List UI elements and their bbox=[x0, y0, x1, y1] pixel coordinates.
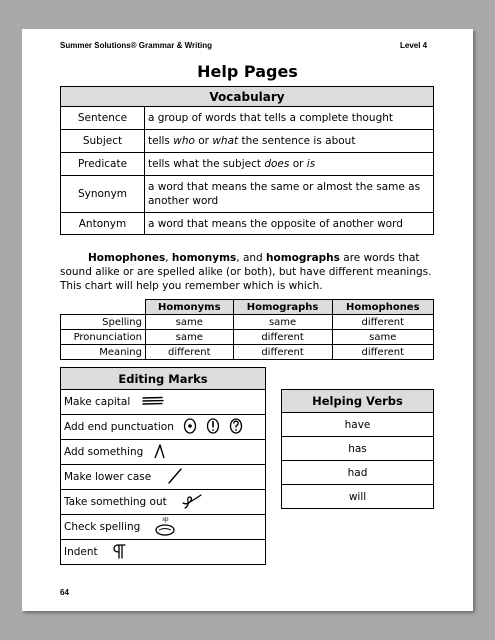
list-item bbox=[61, 390, 266, 415]
caret-insert-icon bbox=[153, 443, 167, 462]
para-text: , and bbox=[236, 252, 267, 264]
editing-marks-heading: Editing Marks bbox=[61, 368, 266, 390]
page-number: 64 bbox=[60, 588, 69, 597]
def-text: or bbox=[194, 135, 213, 147]
triple-underline-icon bbox=[142, 396, 164, 409]
header-level: Level 4 bbox=[400, 41, 428, 50]
term-homographs: homographs bbox=[266, 252, 340, 264]
table-cell: same bbox=[233, 315, 332, 330]
helping-verb: has bbox=[282, 437, 434, 461]
def-text: the sentence is about bbox=[238, 135, 356, 147]
table-cell: different bbox=[233, 330, 332, 345]
delete-loop-icon bbox=[181, 493, 203, 512]
page-title: Help Pages bbox=[197, 62, 298, 81]
row-label-spelling: Spelling bbox=[61, 315, 146, 330]
def-emphasis: who bbox=[173, 135, 195, 147]
col-homonyms: Homonyms bbox=[146, 300, 234, 315]
paragraph-indent-icon bbox=[112, 543, 128, 562]
list-item bbox=[61, 490, 266, 515]
row-label-pronunciation: Pronunciation bbox=[61, 330, 146, 345]
helping-verbs-table bbox=[281, 389, 434, 509]
def-text: or bbox=[289, 158, 307, 170]
editing-mark-label: Add something bbox=[64, 446, 144, 458]
def-emphasis: does bbox=[264, 158, 290, 170]
row-label-meaning: Meaning bbox=[61, 345, 146, 360]
helping-verb: have bbox=[282, 413, 434, 437]
helping-verb: had bbox=[282, 461, 434, 485]
vocabulary-heading: Vocabulary bbox=[61, 87, 434, 107]
homonyms-comparison-table bbox=[60, 299, 434, 360]
editing-mark-label: Make lower case bbox=[64, 471, 152, 483]
empty-corner-cell bbox=[61, 300, 146, 315]
vocab-definition: a word that means the same or almost the same as another word bbox=[145, 176, 434, 213]
list-item bbox=[61, 465, 266, 490]
table-cell: different bbox=[332, 315, 433, 330]
def-emphasis: is bbox=[306, 158, 316, 170]
vocab-definition: a group of words that tells a complete thought bbox=[145, 107, 434, 130]
list-item bbox=[61, 540, 266, 565]
def-emphasis: what bbox=[212, 135, 239, 147]
editing-marks-table bbox=[60, 367, 266, 565]
table-cell: same bbox=[146, 315, 234, 330]
vocab-definition bbox=[145, 130, 434, 153]
def-text: tells what the subject bbox=[148, 158, 265, 170]
editing-mark-label: Make capital bbox=[64, 396, 131, 408]
editing-mark-label: Add end punctuation bbox=[64, 421, 174, 433]
vocab-term: Synonym bbox=[61, 176, 145, 213]
helping-verb: will bbox=[282, 485, 434, 509]
term-homonyms: homonyms bbox=[171, 252, 237, 264]
list-item bbox=[61, 515, 266, 540]
table-cell: different bbox=[233, 345, 332, 360]
end-punctuation-icons bbox=[182, 417, 244, 438]
para-text: , bbox=[165, 252, 172, 264]
helping-verbs-heading: Helping Verbs bbox=[282, 390, 434, 413]
slash-lowercase-icon bbox=[167, 468, 183, 487]
editing-mark-label: Take something out bbox=[64, 496, 167, 508]
editing-mark-label: Indent bbox=[64, 546, 98, 558]
table-cell: same bbox=[332, 330, 433, 345]
sp-label: sp bbox=[162, 515, 169, 523]
vocab-term: Sentence bbox=[61, 107, 145, 130]
circle-sp-icon bbox=[154, 517, 176, 537]
def-text: tells bbox=[148, 135, 174, 147]
vocab-term: Predicate bbox=[61, 153, 145, 176]
vocab-definition: a word that means the opposite of another word bbox=[145, 213, 434, 235]
list-item bbox=[61, 415, 266, 440]
header-book-title: Summer Solutions® Grammar & Writing bbox=[60, 41, 212, 50]
homophones-paragraph bbox=[60, 251, 434, 293]
worksheet-page bbox=[22, 29, 473, 611]
term-homophones: Homophones bbox=[88, 252, 166, 264]
table-cell: same bbox=[146, 330, 234, 345]
vocab-term: Antonym bbox=[61, 213, 145, 235]
table-cell: different bbox=[332, 345, 433, 360]
col-homographs: Homographs bbox=[233, 300, 332, 315]
col-homophones: Homophones bbox=[332, 300, 433, 315]
table-cell: different bbox=[146, 345, 234, 360]
vocab-term: Subject bbox=[61, 130, 145, 153]
para-text: are words that sound alike or are spelled alike (or both), but have different meanings. This chart will help you remember which is which. bbox=[60, 252, 432, 292]
editing-mark-label: Check spelling bbox=[64, 521, 141, 533]
list-item bbox=[61, 440, 266, 465]
vocabulary-table bbox=[60, 86, 434, 235]
vocab-definition bbox=[145, 153, 434, 176]
